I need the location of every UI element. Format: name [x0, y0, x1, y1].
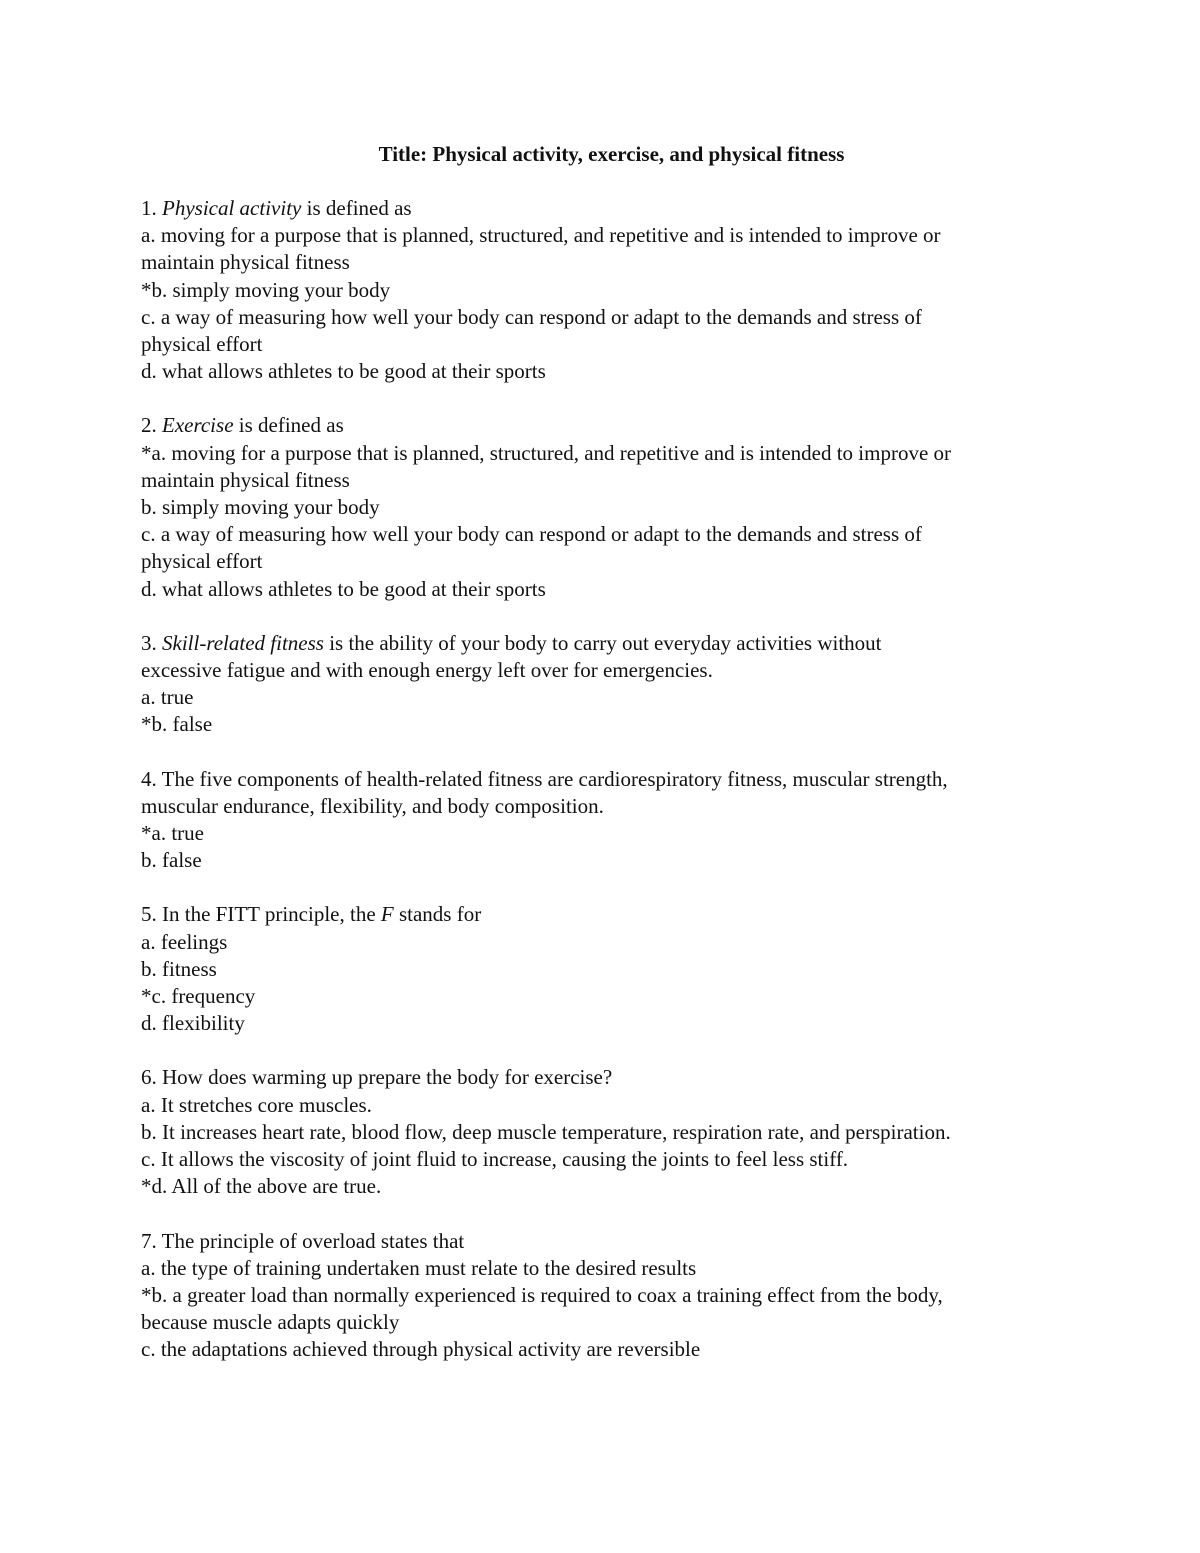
- answer-line: *b. a greater load than normally experienced is required to coax a training effect from the body,: [141, 1282, 943, 1307]
- document-page: [141, 141, 1066, 1391]
- answer-line: d. flexibility: [141, 1011, 245, 1036]
- stem-text: The principle of overload states that: [161, 1228, 465, 1253]
- answer-line: d. what allows athletes to be good at their sports: [141, 359, 546, 384]
- stem-text: How does warming up prepare the body for exercise?: [162, 1065, 613, 1090]
- answer-line: b. simply moving your body: [141, 495, 380, 520]
- question-7: [141, 1228, 1066, 1364]
- question-stem: [141, 901, 1066, 928]
- answer-line: excessive fatigue and with enough energy left over for emergencies.: [141, 658, 713, 683]
- question-stem: [141, 630, 1066, 657]
- answer-line: a. feelings: [141, 929, 228, 954]
- stem-text-pre: In the FITT principle, the: [162, 902, 381, 927]
- question-number: 5.: [141, 902, 157, 927]
- answer-line: *c. frequency: [141, 984, 256, 1009]
- answer-line: maintain physical fitness: [141, 250, 350, 275]
- stem-text: is defined as: [301, 196, 412, 220]
- question-stem: [141, 1064, 1066, 1091]
- question-6: [141, 1064, 1066, 1200]
- question-stem: [141, 195, 1066, 222]
- answer-line: c. a way of measuring how well your body can respond or adapt to the demands and stress of: [141, 304, 922, 329]
- stem-text: is defined as: [233, 413, 344, 438]
- answer-line: a. moving for a purpose that is planned, structured, and repetitive and is intended to improve or: [141, 223, 941, 248]
- answer-line: physical effort: [141, 332, 263, 357]
- answer-line: c. It allows the viscosity of joint fluid to increase, causing the joints to feel less stiff.: [141, 1147, 849, 1172]
- stem-term: F: [380, 902, 394, 927]
- answer-line: b. fitness: [141, 956, 217, 981]
- stem-term: Exercise: [162, 413, 234, 438]
- answer-line: a. true: [141, 685, 194, 710]
- question-stem: [141, 1228, 1066, 1255]
- question-number: 4.: [141, 766, 157, 791]
- answer-line: *d. All of the above are true.: [141, 1174, 382, 1199]
- answer-line: *a. true: [141, 821, 204, 846]
- stem-term: Physical activity: [162, 196, 302, 220]
- answer-line: b. It increases heart rate, blood flow, deep muscle temperature, respiration rate, and perspiration.: [141, 1119, 951, 1144]
- answer-line: c. a way of measuring how well your body can respond or adapt to the demands and stress of: [141, 522, 922, 547]
- question-1: [141, 195, 1066, 385]
- page-title: Title: Physical activity, exercise, and physical fitness: [378, 142, 845, 166]
- question-number: 6.: [141, 1065, 157, 1090]
- answer-line: c. the adaptations achieved through physical activity are reversible: [141, 1337, 701, 1362]
- question-stem: [141, 412, 1066, 439]
- answer-line: *a. moving for a purpose that is planned, structured, and repetitive and is intended to improve or: [141, 440, 952, 465]
- answer-line: d. what allows athletes to be good at their sports: [141, 576, 546, 601]
- question-number: 7.: [141, 1228, 157, 1253]
- question-4: [141, 766, 1066, 875]
- stem-text: The five components of health-related fitness are cardiorespiratory fitness, muscular strength,: [161, 766, 948, 791]
- stem-term: Skill-related fitness: [162, 630, 324, 655]
- answer-line: *b. simply moving your body: [141, 277, 391, 302]
- question-stem: [141, 766, 1066, 793]
- answer-line: because muscle adapts quickly: [141, 1310, 400, 1335]
- answer-line: *b. false: [141, 712, 213, 737]
- question-number: 2.: [141, 413, 157, 438]
- answer-line: muscular endurance, flexibility, and body composition.: [141, 793, 604, 818]
- answer-line: physical effort: [141, 549, 263, 574]
- question-number: 1.: [141, 196, 157, 220]
- answer-line: b. false: [141, 848, 202, 873]
- answer-line: a. the type of training undertaken must relate to the desired results: [141, 1255, 697, 1280]
- stem-text: is the ability of your body to carry out everyday activities without: [323, 630, 882, 655]
- question-2: [141, 412, 1066, 602]
- stem-text: stands for: [393, 902, 482, 927]
- question-3: [141, 630, 1066, 739]
- answer-line: a. It stretches core muscles.: [141, 1092, 372, 1117]
- question-number: 3.: [141, 630, 157, 655]
- question-5: [141, 901, 1066, 1037]
- answer-line: maintain physical fitness: [141, 467, 350, 492]
